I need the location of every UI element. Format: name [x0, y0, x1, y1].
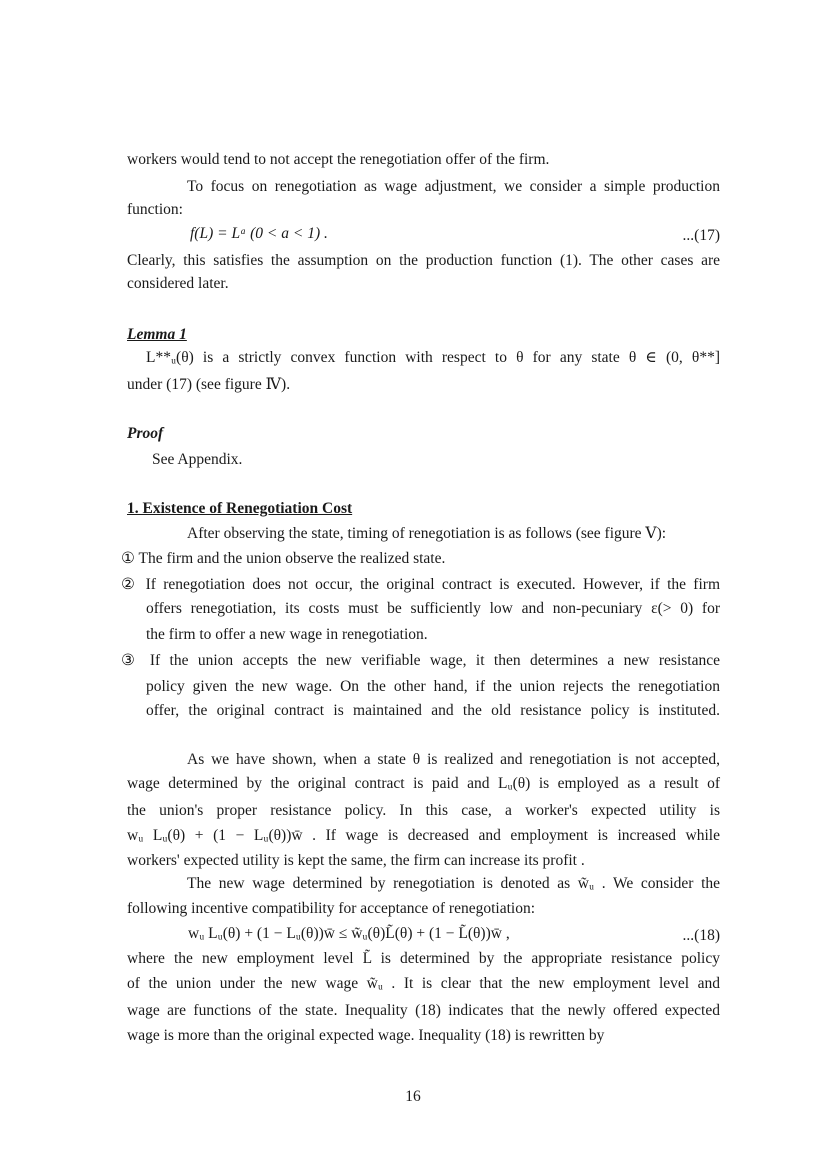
text-line: offer, the original contract is maintained and the old resistance policy is instituted.	[146, 702, 720, 719]
text-line: following incentive compatibility for acceptance of renegotiation:	[127, 900, 536, 917]
text-line: under (17) (see figure Ⅳ).	[127, 376, 291, 393]
text-line: workers' expected utility is kept the same, the firm can increase its profit .	[127, 852, 585, 869]
text-line: where the new employment level L̃ is determined by the appropriate resistance policy	[127, 950, 720, 967]
list-item: ③ If the union accepts the new verifiable wage, it then determines a new resistance	[121, 652, 720, 669]
proof-heading: Proof	[127, 425, 164, 442]
text-line: policy given the new wage. On the other hand, if the union rejects the renegotiation	[146, 678, 720, 695]
text-line: the union's proper resistance policy. In this case, a worker's expected utility is	[127, 802, 720, 819]
text-line: wage is more than the original expected wage. Inequality (18) is rewritten by	[127, 1027, 605, 1044]
equation-number: ...(18)	[682, 927, 720, 944]
text-line: As we have shown, when a state θ is realized and renegotiation is not accepted,	[187, 751, 720, 768]
text-line: L**ᵤ(θ) is a strictly convex function with respect to θ for any state θ ∈ (0, θ**]	[146, 349, 720, 366]
text-line: After observing the state, timing of renegotiation is as follows (see figure Ⅴ):	[187, 525, 667, 542]
equation-17: f(L) = Lᵃ (0 < a < 1) .	[190, 225, 328, 242]
text-line: The new wage determined by renegotiation is denoted as w̃ᵤ . We consider the	[187, 875, 720, 892]
list-item: ① The firm and the union observe the realized state.	[121, 550, 446, 567]
text-line: Clearly, this satisfies the assumption on the production function (1). The other cases are	[127, 252, 720, 269]
text-line: To focus on renegotiation as wage adjustment, we consider a simple production	[187, 178, 720, 195]
equation-18: wᵤ Lᵤ(θ) + (1 − Lᵤ(θ))w̄ ≤ w̃ᵤ(θ)L̃(θ) + (1 − L̃(θ))w̄ ,	[188, 925, 510, 942]
text-line: workers would tend to not accept the renegotiation offer of the firm.	[127, 151, 550, 168]
text-line: See Appendix.	[152, 451, 243, 468]
text-line: of the union under the new wage w̃ᵤ . It is clear that the new employment level and	[127, 975, 720, 992]
text-line: considered later.	[127, 275, 229, 292]
text-line: wage are functions of the state. Inequality (18) indicates that the newly offered expected	[127, 1002, 720, 1019]
lemma-heading: Lemma 1	[127, 326, 187, 343]
text-line: wage determined by the original contract is paid and Lᵤ(θ) is employed as a result of	[127, 775, 720, 792]
equation-number: ...(17)	[682, 227, 720, 244]
page-number: 16	[405, 1088, 421, 1105]
section-heading: 1. Existence of Renegotiation Cost	[127, 500, 353, 517]
text-line: the firm to offer a new wage in renegotiation.	[146, 626, 428, 643]
text-line: wᵤ Lᵤ(θ) + (1 − Lᵤ(θ))w̄ . If wage is decreased and employment is increased while	[127, 827, 720, 844]
text-line: offers renegotiation, its costs must be sufficiently low and non-pecuniary ε(> 0) for	[146, 600, 720, 617]
text-line: function:	[127, 201, 183, 218]
list-item: ② If renegotiation does not occur, the original contract is executed. However, if the firm	[121, 576, 720, 593]
